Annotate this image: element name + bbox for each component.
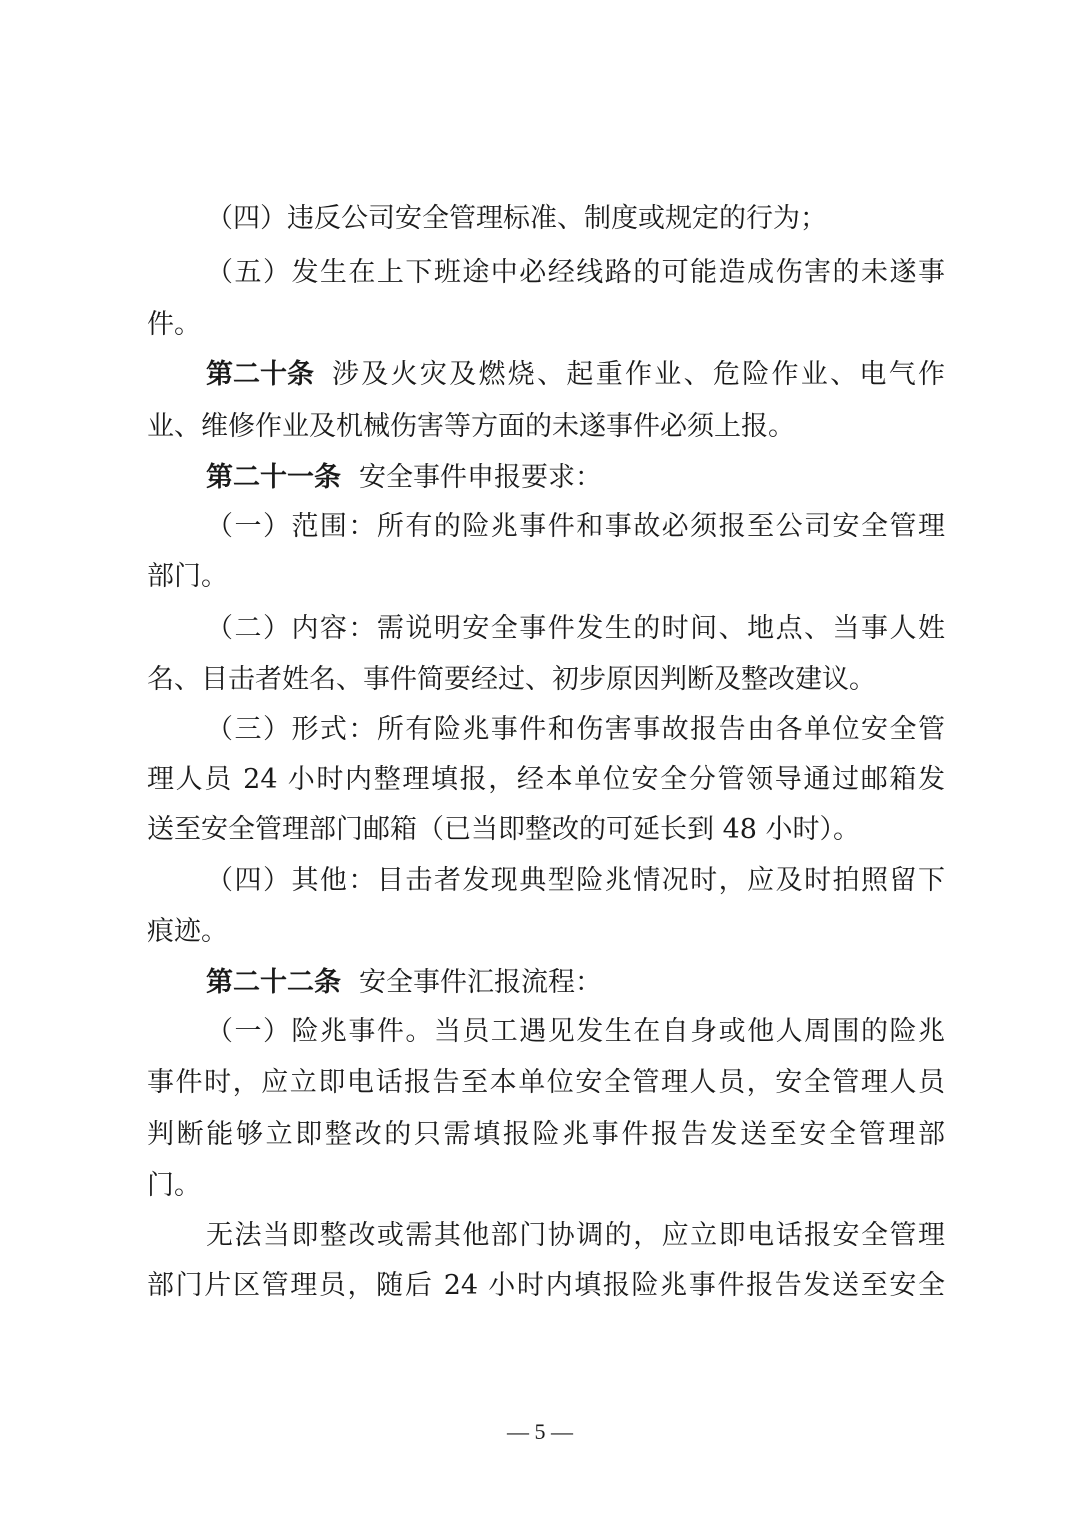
text-span: 安全事件申报要求： — [359, 462, 602, 493]
article-heading: 第二十一条 — [206, 462, 341, 493]
text-line: 件。 — [147, 309, 201, 340]
text-line: 无法当即整改或需其他部门协调的，应立即电话报安全管理 — [206, 1220, 945, 1251]
text-line: 部门片区管理员，随后 24 小时内填报险兆事件报告发送至安全 — [147, 1270, 945, 1301]
text-line: （一）范围：所有的险兆事件和事故必须报至公司安全管理 — [206, 511, 945, 542]
text-line: （二）内容：需说明安全事件发生的时间、地点、当事人姓 — [206, 613, 945, 644]
text-line: （三）形式：所有险兆事件和伤害事故报告由各单位安全管 — [206, 714, 945, 745]
article-heading: 第二十二条 — [206, 967, 341, 998]
text-line: （四）违反公司安全管理标准、制度或规定的行为； — [206, 203, 827, 234]
page-number: — 5 — — [507, 1419, 573, 1444]
text-line: 理人员 24 小时内整理填报，经本单位安全分管领导通过邮箱发 — [147, 764, 945, 795]
text-line: 判断能够立即整改的只需填报险兆事件报告发送至安全管理部 — [147, 1119, 945, 1150]
text-line: （四）其他：目击者发现典型险兆情况时，应及时拍照留下 — [206, 865, 945, 896]
article-20-line — [206, 349, 948, 401]
text-line: 痕迹。 — [147, 916, 228, 947]
text-line: 名、目击者姓名、事件简要经过、初步原因判断及整改建议。 — [147, 664, 876, 695]
text-line: 门。 — [147, 1170, 201, 1201]
article-heading: 第二十条 — [206, 359, 314, 390]
text-line: 部门。 — [147, 561, 228, 592]
text-line: （一）险兆事件。当员工遇见发生在自身或他人周围的险兆 — [206, 1016, 945, 1047]
article-22-line — [206, 957, 945, 1009]
text-line: 事件时，应立即电话报告至本单位安全管理人员，安全管理人员 — [147, 1067, 945, 1098]
text-line: （五）发生在上下班途中必经线路的可能造成伤害的未遂事 — [206, 257, 945, 288]
article-21-line — [206, 452, 945, 504]
text-line: 送至安全管理部门邮箱（已当即整改的可延长到 48 小时）。 — [147, 814, 861, 845]
text-span: 涉及火灾及燃烧、起重作业、危险作业、电气作 — [332, 359, 948, 390]
text-line: 业、维修作业及机械伤害等方面的未遂事件必须上报。 — [147, 411, 795, 442]
text-span: 安全事件汇报流程： — [359, 967, 602, 998]
